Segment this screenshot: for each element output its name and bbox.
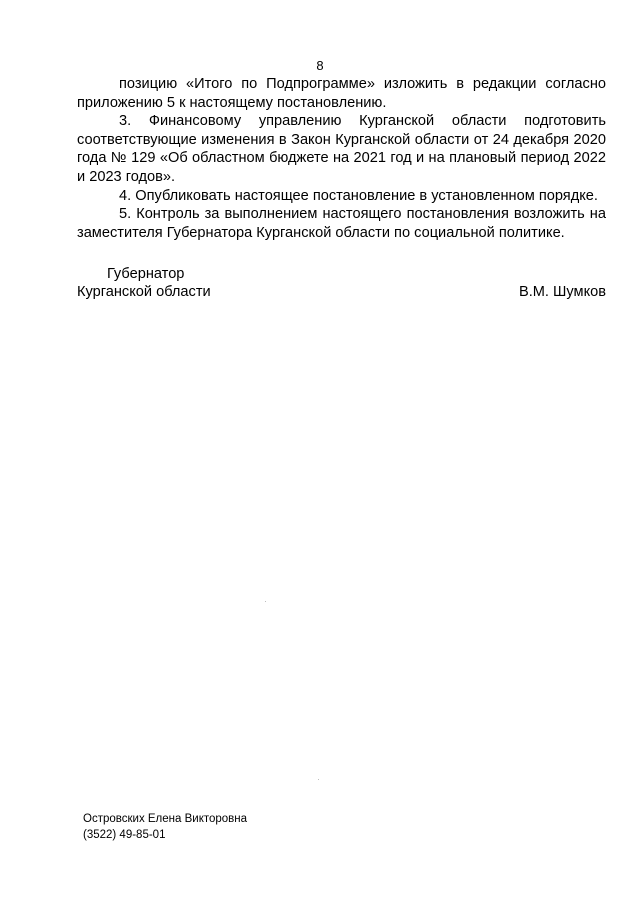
scan-speck [265, 601, 266, 602]
scan-speck [318, 779, 319, 780]
contact-phone: (3522) 49-85-01 [83, 829, 166, 841]
signatory-title-line1: Губернатор [107, 266, 185, 282]
paragraph-item-4: 4. Опубликовать настоящее постановление в установленном порядке. [119, 187, 598, 204]
contact-block [83, 811, 247, 843]
body-text [77, 75, 606, 242]
signature-block [77, 265, 606, 305]
signatory-title-line2: Курганской области [77, 284, 211, 300]
signatory-name: В.М. Шумков [518, 284, 606, 300]
paragraph-item-3: 3. Финансовому управлению Курганской области подготовить соответствующие изменения в Закон Курганской области от 24 декабря 2020 года № 129 «Об областном бюджете на 2021 год и на плановый период 2022 и 2023 годов». [77, 113, 606, 185]
contact-name: Островских Елена Викторовна [83, 813, 248, 825]
paragraph-item-5: 5. Контроль за выполнением настоящего постановления возложить на заместителя Губернатора Курганской области по социальной политике. [77, 206, 606, 241]
paragraph-continuation: позицию «Итого по Подпрограмме» изложить в редакции согласно приложению 5 к настоящему постановлению. [77, 76, 606, 111]
page-number: 8 [316, 58, 324, 73]
